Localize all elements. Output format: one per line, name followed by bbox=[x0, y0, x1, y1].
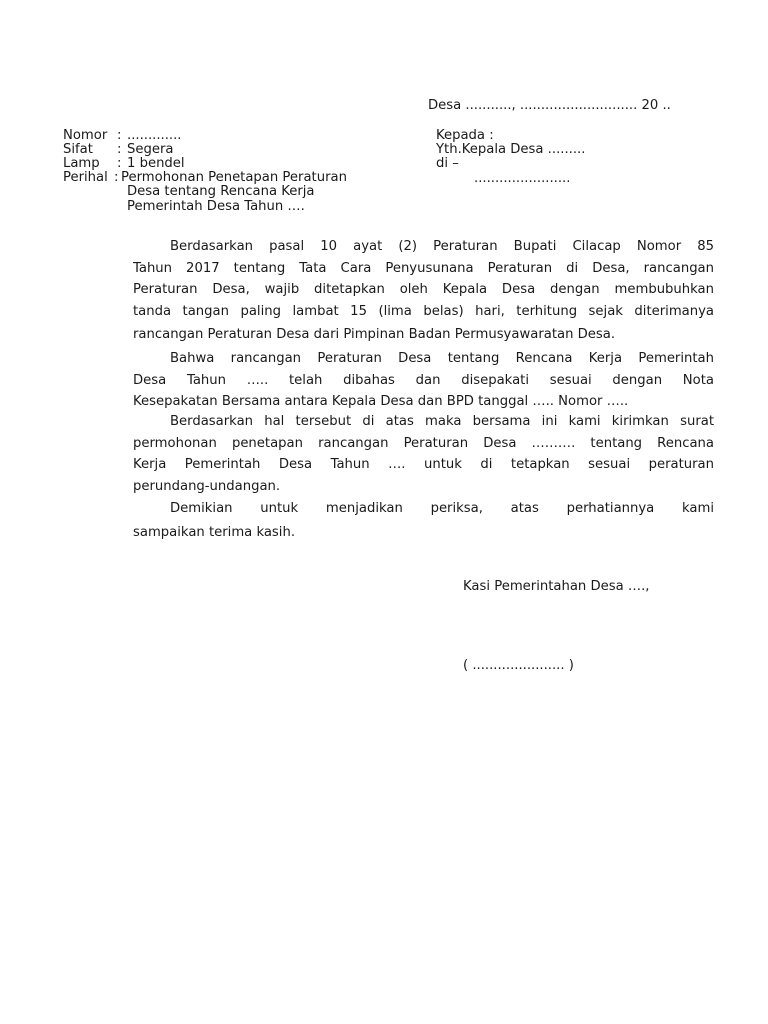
meta-perihal-line-2: Desa tentang Rencana Kerja bbox=[127, 184, 315, 199]
letter-body-3 bbox=[133, 411, 714, 497]
letter-body-2 bbox=[133, 348, 714, 413]
address-recipient: Yth.Kepala Desa ......... bbox=[436, 142, 586, 157]
paragraph-2 bbox=[133, 348, 714, 413]
address-kepada: Kepada : bbox=[436, 128, 494, 143]
paragraph-3-line-3: Kerja Pemerintah Desa Tahun …. untuk di tetapkan sesuai peraturan bbox=[133, 457, 714, 472]
paragraph-2-line-3: Kesepakatan Bersama antara Kepala Desa dan BPD tanggal ….. Nomor ….. bbox=[133, 394, 629, 409]
meta-sifat-value: Segera bbox=[127, 142, 174, 157]
paragraph-1-line-4: tanda tangan paling lambat 15 (lima belas) hari, terhitung sejak diterimanya bbox=[133, 303, 714, 319]
address-di: di – bbox=[436, 156, 459, 171]
meta-perihal-sep: : bbox=[114, 170, 119, 185]
letter-date-line: Desa ..........., ............................ 20 .. bbox=[428, 98, 671, 113]
paragraph-1-line-1: Berdasarkan pasal 10 ayat (2) Peraturan Bupati Cilacap Nomor 85 bbox=[170, 239, 714, 254]
paragraph-1 bbox=[133, 236, 714, 346]
meta-sifat-key: Sifat bbox=[63, 142, 93, 157]
signature-name: ( ...................... ) bbox=[463, 658, 574, 673]
paragraph-1-line-3: Peraturan Desa, wajib ditetapkan oleh Kepala Desa dengan membubuhkan bbox=[133, 282, 714, 297]
paragraph-1-line-2: Tahun 2017 tentang Tata Cara Penyusunana Peraturan di Desa, rancangan bbox=[133, 260, 714, 276]
paragraph-3 bbox=[133, 411, 714, 497]
paragraph-4 bbox=[133, 497, 714, 545]
paragraph-2-line-1: Bahwa rancangan Peraturan Desa tentang Rencana Kerja Pemerintah bbox=[170, 351, 714, 366]
letter-body-4 bbox=[133, 497, 714, 545]
meta-perihal-line-3: Pemerintah Desa Tahun …. bbox=[127, 199, 305, 214]
paragraph-3-line-4: perundang-undangan. bbox=[133, 478, 281, 494]
meta-perihal-key: Perihal bbox=[63, 170, 108, 185]
paragraph-1-line-5: rancangan Peraturan Desa dari Pimpinan Badan Permusyawaratan Desa. bbox=[133, 327, 616, 342]
meta-lamp-key: Lamp bbox=[63, 156, 100, 171]
meta-sifat-sep: : bbox=[117, 142, 122, 157]
meta-perihal-line-1: Permohonan Penetapan Peraturan bbox=[121, 170, 347, 185]
signature-title: Kasi Pemerintahan Desa …., bbox=[463, 579, 650, 594]
paragraph-2-line-2: Desa Tahun ….. telah dibahas dan disepakati sesuai dengan Nota bbox=[133, 372, 714, 388]
meta-nomor-key: Nomor bbox=[63, 128, 108, 143]
meta-nomor-sep: : bbox=[117, 128, 122, 143]
paragraph-4-line-2: sampaikan terima kasih. bbox=[133, 525, 296, 540]
meta-lamp-value: 1 bendel bbox=[127, 156, 185, 171]
address-place: ....................... bbox=[474, 171, 571, 186]
paragraph-3-line-1: Berdasarkan hal tersebut di atas maka bersama ini kami kirimkan surat bbox=[170, 414, 714, 429]
paragraph-3-line-2: permohonan penetapan rancangan Peraturan Desa ………. tentang Rencana bbox=[133, 435, 714, 451]
letter-body bbox=[133, 236, 714, 346]
meta-nomor-value: ............. bbox=[127, 128, 182, 143]
meta-lamp-sep: : bbox=[117, 156, 122, 171]
paragraph-4-line-1: Demikian untuk menjadikan periksa, atas perhatiannya kami bbox=[170, 501, 714, 516]
